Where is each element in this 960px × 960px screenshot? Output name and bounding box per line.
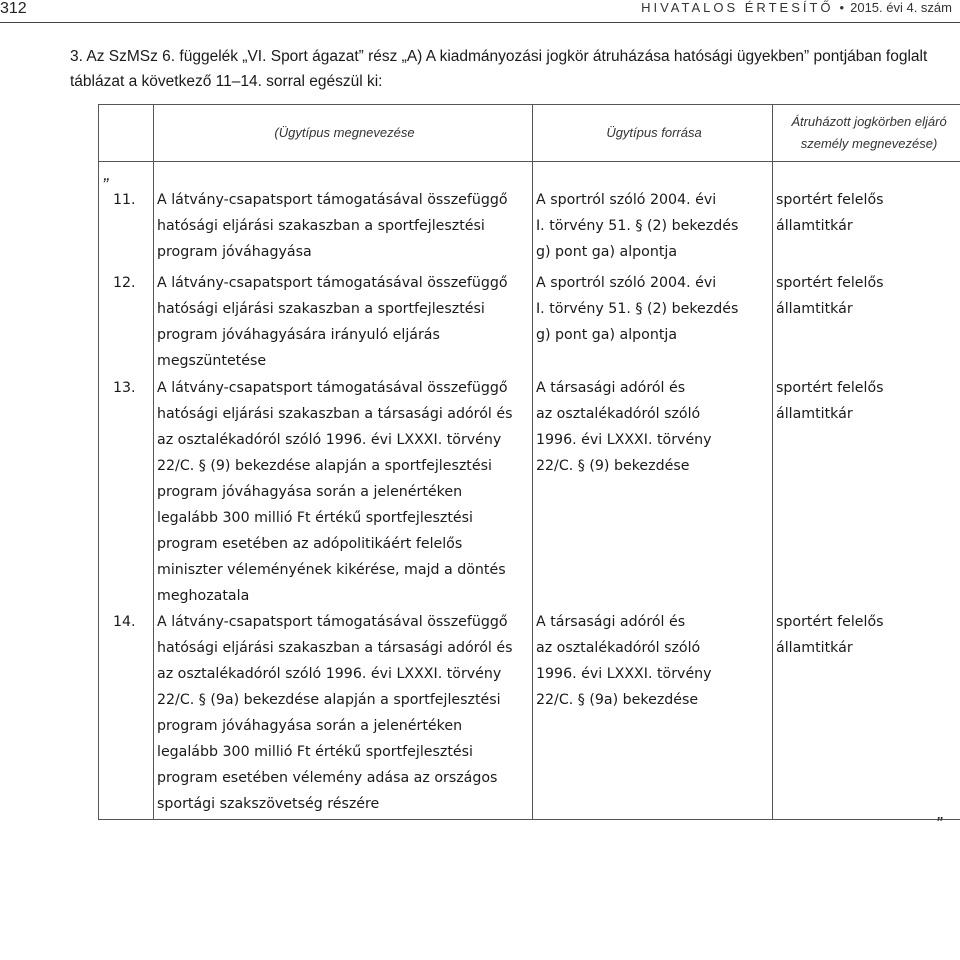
case-type-cell: A látvány-csapatsport támogatásával összefüggő hatósági eljárási szakaszban a társasági adóról és az osztalékadóról szóló 1996. évi LXXXI. törvény 22/C. § (9a) bekezdése alapján a sportfejlesztési program jóváhagyása során a jelenértéken legalább 300 millió Ft értékű sportfejlesztési program esetében vélemény adása az országos sportági szakszövetség részére — [157, 614, 513, 812]
journal-title: HIVATALOS ÉRTESÍTŐ — [641, 0, 834, 15]
authority-cell: sportért felelős államtitkár — [776, 275, 884, 317]
row-number: 12. — [113, 275, 136, 291]
authority-cell: sportért felelős államtitkár — [776, 192, 884, 234]
header-case-type: (Ügytípus megnevezése — [274, 125, 415, 140]
case-type-cell: A látvány-csapatsport támogatásával összefüggő hatósági eljárási szakaszban a társasági adóról és az osztalékadóról szóló 1996. évi LXXXI. törvény 22/C. § (9) bekezdése alapján a sportfejlesztési program jóváhagyása során a jelenértéken legalább 300 millió Ft értékű sportfejlesztési program esetében az adópolitikáért felelős miniszter véleményének kikérése, majd a döntés meghozatala — [157, 380, 513, 604]
case-source-cell: A sportról szóló 2004. évi I. törvény 51. § (2) bekezdés g) pont ga) alpontja — [536, 275, 739, 343]
page-number: 312 — [0, 0, 27, 17]
running-title — [641, 0, 952, 15]
case-source-cell: A sportról szóló 2004. évi I. törvény 51. § (2) bekezdés g) pont ga) alpontja — [536, 192, 739, 260]
issue-label: 2015. évi 4. szám — [850, 0, 952, 15]
header-authority: Átruházott jogkörben eljáró személy megnevezése) — [791, 114, 947, 151]
column-divider — [772, 105, 773, 819]
opening-quote-mark: „ — [104, 164, 110, 184]
header-rule — [0, 22, 960, 23]
row-number: 11. — [113, 192, 136, 208]
intro-paragraph: 3. Az SzMSz 6. függelék „VI. Sport ágazat” rész „A) A kiadmányozási jogkör átruházása hatósági ügyekben” pontjában foglalt táblázat a következő 11–14. sorral egészül ki: — [70, 48, 928, 90]
case-source-cell: A társasági adóról és az osztalékadóról szóló 1996. évi LXXXI. törvény 22/C. § (9) bekezdése — [536, 380, 712, 474]
column-divider — [153, 105, 154, 819]
bullet-separator: • — [839, 0, 845, 15]
authority-cell: sportért felelős államtitkár — [776, 614, 884, 656]
amendment-table — [98, 104, 960, 820]
case-type-cell: A látvány-csapatsport támogatásával összefüggő hatósági eljárási szakaszban a sportfejlesztési program jóváhagyása — [157, 192, 508, 260]
header-case-source: Ügytípus forrása — [606, 125, 702, 140]
table-header — [99, 105, 960, 162]
case-source-cell: A társasági adóról és az osztalékadóról szóló 1996. évi LXXXI. törvény 22/C. § (9a) bekezdése — [536, 614, 712, 708]
case-type-cell: A látvány-csapatsport támogatásával összefüggő hatósági eljárási szakaszban a sportfejlesztési program jóváhagyására irányuló eljárás megszüntetése — [157, 275, 508, 369]
closing-quote-mark: ” — [936, 814, 942, 834]
page-header — [0, 0, 960, 22]
column-divider — [532, 105, 533, 819]
row-number: 13. — [113, 380, 136, 396]
row-number: 14. — [113, 614, 136, 630]
authority-cell: sportért felelős államtitkár — [776, 380, 884, 422]
